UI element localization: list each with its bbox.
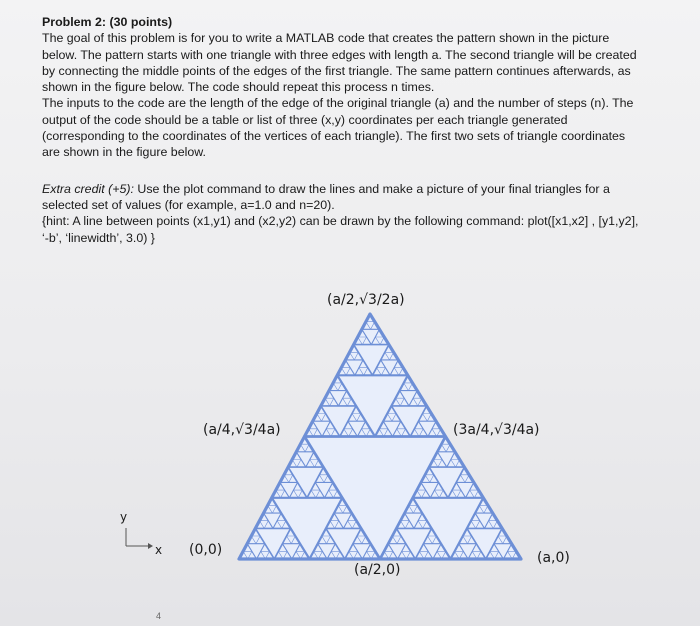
y-axis-label: y: [120, 510, 128, 524]
stray-mark: 4: [156, 611, 162, 621]
problem-title: Problem 2: (30 points): [42, 15, 173, 29]
x-axis-label: x: [155, 543, 163, 557]
x-axis-arrow: [148, 543, 153, 549]
label-bottom-mid: (a/2,0): [354, 562, 401, 578]
axis-indicator: [126, 528, 153, 549]
label-mid-left: (a/4,√3/4a): [203, 422, 281, 438]
problem-paragraph-2: The inputs to the code are the length of the edge of the original triangle (a) and the number of steps (n). The output of the code should be a table or list of three (x,y) coordinates per each triangle generated (corresponding to the coordinates of the vertices of each triangle). The first two sets of triangle coordinates are shown in the figure below.: [42, 96, 634, 160]
label-origin: (0,0): [189, 542, 223, 558]
problem-paragraph-1: The goal of this problem is for you to write a MATLAB code that creates the pattern shown in the picture below. The pattern starts with one triangle with three edges with length a. The second triangle will be created by connecting the middle points of the edges of the first triangle. The same pattern continues afterwards, as shown in the figure below. The code should repeat this process n times.: [42, 31, 637, 95]
label-mid-right: (3a/4,√3/4a): [453, 422, 540, 438]
extra-credit-label: Extra credit (+5):: [42, 181, 134, 196]
extra-credit-text: Use the plot command to draw the lines and make a picture of your final triangles for a selected set of values (for example, a=1.0 and n=20).: [42, 181, 610, 212]
label-top-vertex: (a/2,√3/2a): [327, 292, 405, 308]
label-bottom-right: (a,0): [537, 550, 570, 566]
hint-text: {hint: A line between points (x1,y1) and (x2,y2) can be drawn by the following command: plot([x1,x2] , [y1,y2], ‘-b’, ‘linewidth’, 3.0) }: [42, 214, 639, 245]
